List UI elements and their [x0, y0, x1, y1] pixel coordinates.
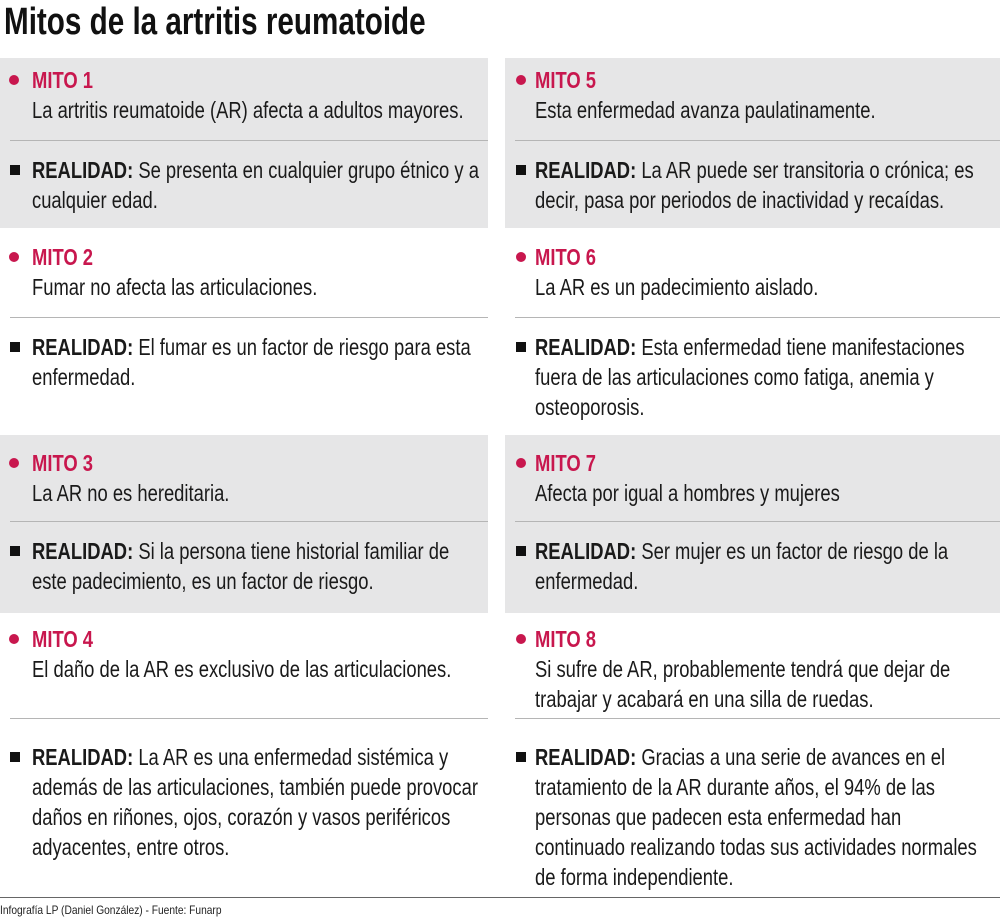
- reality-statement: [32, 155, 484, 215]
- myth-text: La AR es un padecimiento aislado.: [535, 274, 819, 300]
- divider: [515, 317, 1000, 318]
- reality-statement: [32, 536, 484, 596]
- reality-label: REALIDAD:: [32, 538, 134, 564]
- circle-bullet-icon: [516, 634, 526, 644]
- reality-text: Gracias a una serie de avances en el tratamiento de la AR durante años, el 94% de las personas que padecen esta enfermedad han continuado realizando todas sus actividades normales de forma independiente.: [535, 744, 977, 890]
- reality-label: REALIDAD:: [535, 538, 637, 564]
- myth-card-4: [0, 613, 488, 895]
- reality-statement: [535, 155, 993, 215]
- reality-text: Ser mujer es un factor de riesgo de la enfermedad.: [535, 538, 949, 594]
- divider: [10, 140, 488, 141]
- myth-text: Afecta por igual a hombres y mujeres: [535, 480, 840, 506]
- myth-text: Fumar no afecta las articulaciones.: [32, 274, 318, 300]
- myth-card-5: [505, 58, 1000, 228]
- square-bullet-icon: [10, 752, 20, 762]
- reality-label: REALIDAD:: [32, 744, 134, 770]
- square-bullet-icon: [516, 546, 526, 556]
- divider: [515, 718, 1000, 719]
- square-bullet-icon: [10, 342, 20, 352]
- reality-statement: [535, 536, 993, 596]
- divider: [10, 718, 488, 719]
- myth-card-7: [505, 435, 1000, 613]
- square-bullet-icon: [516, 752, 526, 762]
- divider: [515, 521, 1000, 522]
- myth-label: MITO 7: [535, 450, 597, 476]
- reality-label: REALIDAD:: [535, 744, 637, 770]
- myth-card-1: [0, 58, 488, 228]
- myth-label: MITO 5: [535, 67, 597, 93]
- credit-line: Infografía LP (Daniel González) - Fuente: Funarp: [0, 903, 222, 917]
- square-bullet-icon: [10, 546, 20, 556]
- reality-statement: [32, 742, 484, 862]
- page-title: Mitos de la artritis reumatoide: [4, 1, 426, 43]
- myth-label: MITO 2: [32, 244, 94, 270]
- reality-text: La AR puede ser transitoria o crónica; es decir, pasa por periodos de inactividad y recaídas.: [535, 157, 974, 213]
- reality-text: La AR es una enfermedad sistémica y además de las articulaciones, también puede provocar daños en riñones, ojos, corazón y vasos periféricos adyacentes, entre otros.: [32, 744, 478, 860]
- myth-card-8: [505, 613, 1000, 895]
- reality-label: REALIDAD:: [535, 157, 637, 183]
- myth-text: Si sufre de AR, probablemente tendrá que dejar de trabajar y acabará en una silla de ruedas.: [535, 656, 951, 712]
- myth-card-6: [505, 228, 1000, 435]
- reality-text: Si la persona tiene historial familiar de este padecimiento, es un factor de riesgo.: [32, 538, 450, 594]
- circle-bullet-icon: [9, 458, 19, 468]
- reality-text: Se presenta en cualquier grupo étnico y a cualquier edad.: [32, 157, 479, 213]
- reality-label: REALIDAD:: [32, 157, 134, 183]
- circle-bullet-icon: [516, 458, 526, 468]
- myth-label: MITO 6: [535, 244, 597, 270]
- reality-text: El fumar es un factor de riesgo para esta enfermedad.: [32, 334, 471, 390]
- myth-label: MITO 3: [32, 450, 94, 476]
- reality-statement: [535, 742, 993, 892]
- reality-statement: [535, 332, 993, 422]
- divider: [515, 140, 1000, 141]
- divider: [10, 317, 488, 318]
- reality-label: REALIDAD:: [32, 334, 134, 360]
- footer-divider: [0, 897, 1000, 898]
- myth-label: MITO 4: [32, 626, 94, 652]
- myth-label: MITO 8: [535, 626, 597, 652]
- myth-card-2: [0, 228, 488, 435]
- square-bullet-icon: [516, 165, 526, 175]
- circle-bullet-icon: [516, 252, 526, 262]
- circle-bullet-icon: [9, 75, 19, 85]
- divider: [10, 521, 488, 522]
- circle-bullet-icon: [9, 252, 19, 262]
- circle-bullet-icon: [9, 634, 19, 644]
- myth-text: Esta enfermedad avanza paulatinamente.: [535, 97, 876, 123]
- reality-label: REALIDAD:: [535, 334, 637, 360]
- myth-text: La AR no es hereditaria.: [32, 480, 230, 506]
- square-bullet-icon: [516, 342, 526, 352]
- myth-label: MITO 1: [32, 67, 94, 93]
- reality-statement: [32, 332, 484, 392]
- myth-text: El daño de la AR es exclusivo de las articulaciones.: [32, 656, 452, 682]
- myth-text: La artritis reumatoide (AR) afecta a adultos mayores.: [32, 97, 464, 123]
- myth-card-3: [0, 435, 488, 613]
- square-bullet-icon: [10, 165, 20, 175]
- reality-text: Esta enfermedad tiene manifestaciones fuera de las articulaciones como fatiga, anemia y osteoporosis.: [535, 334, 965, 420]
- circle-bullet-icon: [516, 75, 526, 85]
